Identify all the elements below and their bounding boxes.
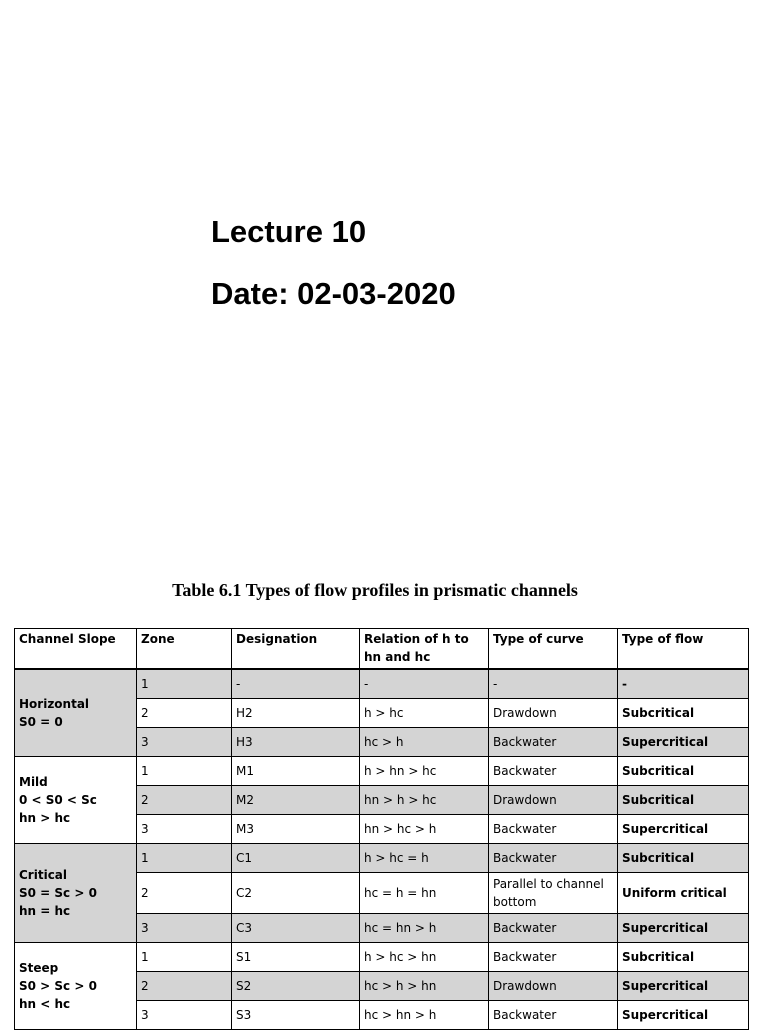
header-zone: Zone bbox=[137, 629, 232, 670]
table-row bbox=[15, 943, 749, 972]
channel-slope-cell bbox=[15, 757, 137, 844]
slope-name: Horizontal bbox=[19, 697, 90, 711]
depth-condition: hn > hc bbox=[19, 811, 71, 825]
designation-cell: H2 bbox=[232, 699, 360, 728]
flow-cell: Supercritical bbox=[618, 728, 749, 757]
zone-cell: 1 bbox=[137, 757, 232, 786]
zone-cell: 2 bbox=[137, 699, 232, 728]
slope-condition: S0 = 0 bbox=[19, 715, 63, 729]
flow-cell: Subcritical bbox=[618, 943, 749, 972]
designation-cell: S3 bbox=[232, 1001, 360, 1030]
table-header-row bbox=[15, 629, 749, 670]
curve-cell: Drawdown bbox=[489, 972, 618, 1001]
relation-cell: h > hn > hc bbox=[360, 757, 489, 786]
table-row bbox=[15, 669, 749, 699]
designation-cell: H3 bbox=[232, 728, 360, 757]
lecture-header bbox=[211, 212, 456, 314]
designation-cell: C2 bbox=[232, 873, 360, 914]
table-row bbox=[15, 757, 749, 786]
flow-cell: Supercritical bbox=[618, 815, 749, 844]
flow-cell: Subcritical bbox=[618, 844, 749, 873]
curve-cell: Parallel to channel bottom bbox=[489, 873, 618, 914]
curve-cell: Drawdown bbox=[489, 786, 618, 815]
table-caption: Table 6.1 Types of flow profiles in prismatic channels bbox=[172, 580, 578, 600]
flow-cell: Supercritical bbox=[618, 1001, 749, 1030]
slope-name: Mild bbox=[19, 775, 48, 789]
zone-cell: 1 bbox=[137, 943, 232, 972]
relation-cell: - bbox=[360, 669, 489, 699]
curve-cell: Backwater bbox=[489, 943, 618, 972]
flow-cell: Supercritical bbox=[618, 914, 749, 943]
designation-cell: M1 bbox=[232, 757, 360, 786]
relation-cell: hn > h > hc bbox=[360, 786, 489, 815]
header-channel-slope: Channel Slope bbox=[15, 629, 137, 670]
header-relation: Relation of h to hn and hc bbox=[360, 629, 489, 670]
relation-cell: h > hc = h bbox=[360, 844, 489, 873]
zone-cell: 3 bbox=[137, 815, 232, 844]
relation-cell: hc = hn > h bbox=[360, 914, 489, 943]
flow-cell: Subcritical bbox=[618, 757, 749, 786]
zone-cell: 2 bbox=[137, 873, 232, 914]
depth-condition: hn = hc bbox=[19, 904, 71, 918]
curve-cell: Backwater bbox=[489, 1001, 618, 1030]
designation-cell: S2 bbox=[232, 972, 360, 1001]
curve-cell: Drawdown bbox=[489, 699, 618, 728]
designation-cell: S1 bbox=[232, 943, 360, 972]
designation-cell: - bbox=[232, 669, 360, 699]
designation-cell: M3 bbox=[232, 815, 360, 844]
relation-cell: hc = h = hn bbox=[360, 873, 489, 914]
curve-cell: Backwater bbox=[489, 757, 618, 786]
slope-name: Critical bbox=[19, 868, 68, 882]
zone-cell: 3 bbox=[137, 1001, 232, 1030]
zone-cell: 3 bbox=[137, 728, 232, 757]
flow-cell: Subcritical bbox=[618, 786, 749, 815]
relation-cell: h > hc bbox=[360, 699, 489, 728]
relation-cell: hc > h bbox=[360, 728, 489, 757]
zone-cell: 1 bbox=[137, 844, 232, 873]
zone-cell: 2 bbox=[137, 972, 232, 1001]
curve-cell: Backwater bbox=[489, 844, 618, 873]
zone-cell: 2 bbox=[137, 786, 232, 815]
designation-cell: C1 bbox=[232, 844, 360, 873]
relation-cell: hc > h > hn bbox=[360, 972, 489, 1001]
curve-cell: Backwater bbox=[489, 728, 618, 757]
relation-cell: hc > hn > h bbox=[360, 1001, 489, 1030]
depth-condition: hn < hc bbox=[19, 997, 71, 1011]
zone-cell: 3 bbox=[137, 914, 232, 943]
channel-slope-cell bbox=[15, 844, 137, 943]
slope-name: Steep bbox=[19, 961, 59, 975]
channel-slope-cell bbox=[15, 943, 137, 1030]
curve-cell: Backwater bbox=[489, 914, 618, 943]
slope-condition: S0 > Sc > 0 bbox=[19, 979, 97, 993]
flow-cell: Subcritical bbox=[618, 699, 749, 728]
channel-slope-cell bbox=[15, 669, 137, 757]
zone-cell: 1 bbox=[137, 669, 232, 699]
designation-cell: M2 bbox=[232, 786, 360, 815]
slope-condition: S0 = Sc > 0 bbox=[19, 886, 97, 900]
curve-cell: - bbox=[489, 669, 618, 699]
flow-cell: Uniform critical bbox=[618, 873, 749, 914]
lecture-date: Date: 02-03-2020 bbox=[211, 276, 456, 311]
flow-cell: Supercritical bbox=[618, 972, 749, 1001]
flow-cell: - bbox=[618, 669, 749, 699]
header-flow: Type of flow bbox=[618, 629, 749, 670]
curve-cell: Backwater bbox=[489, 815, 618, 844]
flow-profiles-table bbox=[14, 628, 749, 1030]
header-designation: Designation bbox=[232, 629, 360, 670]
relation-cell: h > hc > hn bbox=[360, 943, 489, 972]
slope-condition: 0 < S0 < Sc bbox=[19, 793, 97, 807]
designation-cell: C3 bbox=[232, 914, 360, 943]
header-curve: Type of curve bbox=[489, 629, 618, 670]
lecture-title: Lecture 10 bbox=[211, 214, 367, 249]
table-row bbox=[15, 844, 749, 873]
relation-cell: hn > hc > h bbox=[360, 815, 489, 844]
